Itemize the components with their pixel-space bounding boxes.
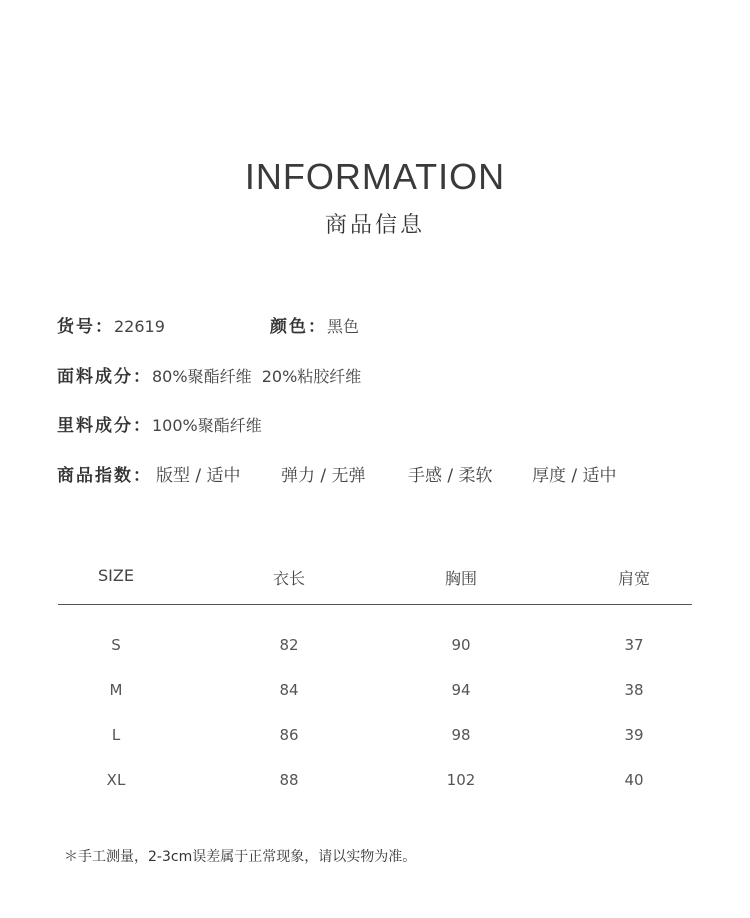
table-divider [58,604,692,605]
table-cell: S [111,636,121,654]
table-header-size: SIZE [98,566,134,585]
table-cell: 40 [624,771,644,789]
table-cell: 98 [451,726,471,744]
index-elasticity: 弹力 / 无弹 [281,466,366,486]
lining-label: 里料成分： [57,416,152,436]
table-cell: 90 [451,636,471,654]
table-cell: 82 [279,636,299,654]
table-cell: 94 [451,681,471,699]
info-row-color [270,312,359,337]
info-row-lining [57,411,262,436]
color-value: 黑色 [327,317,360,336]
page-title-cn: 商品信息 [324,213,425,238]
item-no-value: 22619 [114,317,165,336]
table-header-length: 衣长 [272,569,306,588]
table-cell: 38 [624,681,644,699]
index-feel: 手感 / 柔软 [408,466,493,486]
index-thickness: 厚度 / 适中 [532,466,617,486]
measurement-note: ＊手工测量，2-3cm误差属于正常现象，请以实物为准。 [64,849,417,865]
table-cell: 84 [279,681,299,699]
table-cell: 88 [279,771,299,789]
color-label: 颜色： [270,317,327,337]
fabric-value: 80%聚酯纤维 20%粘胶纤维 [152,367,362,386]
table-cell: 39 [624,726,644,744]
table-header-chest: 胸围 [444,569,478,588]
index-fit: 版型 / 适中 [156,466,241,486]
table-cell: 102 [446,771,476,789]
lining-value: 100%聚酯纤维 [152,416,262,435]
table-header-shoulder: 肩宽 [617,569,651,588]
page-title-en: INFORMATION [244,156,506,197]
info-row-fabric [57,362,361,387]
info-row-index [57,461,152,486]
table-cell: M [109,681,123,699]
fabric-label: 面料成分： [57,367,152,387]
table-cell: 86 [279,726,299,744]
table-cell: 37 [624,636,644,654]
index-label: 商品指数： [57,466,152,486]
table-cell: L [111,726,121,744]
table-cell: XL [106,771,126,789]
item-no-label: 货号： [57,317,114,337]
info-row-item-color [57,312,165,337]
